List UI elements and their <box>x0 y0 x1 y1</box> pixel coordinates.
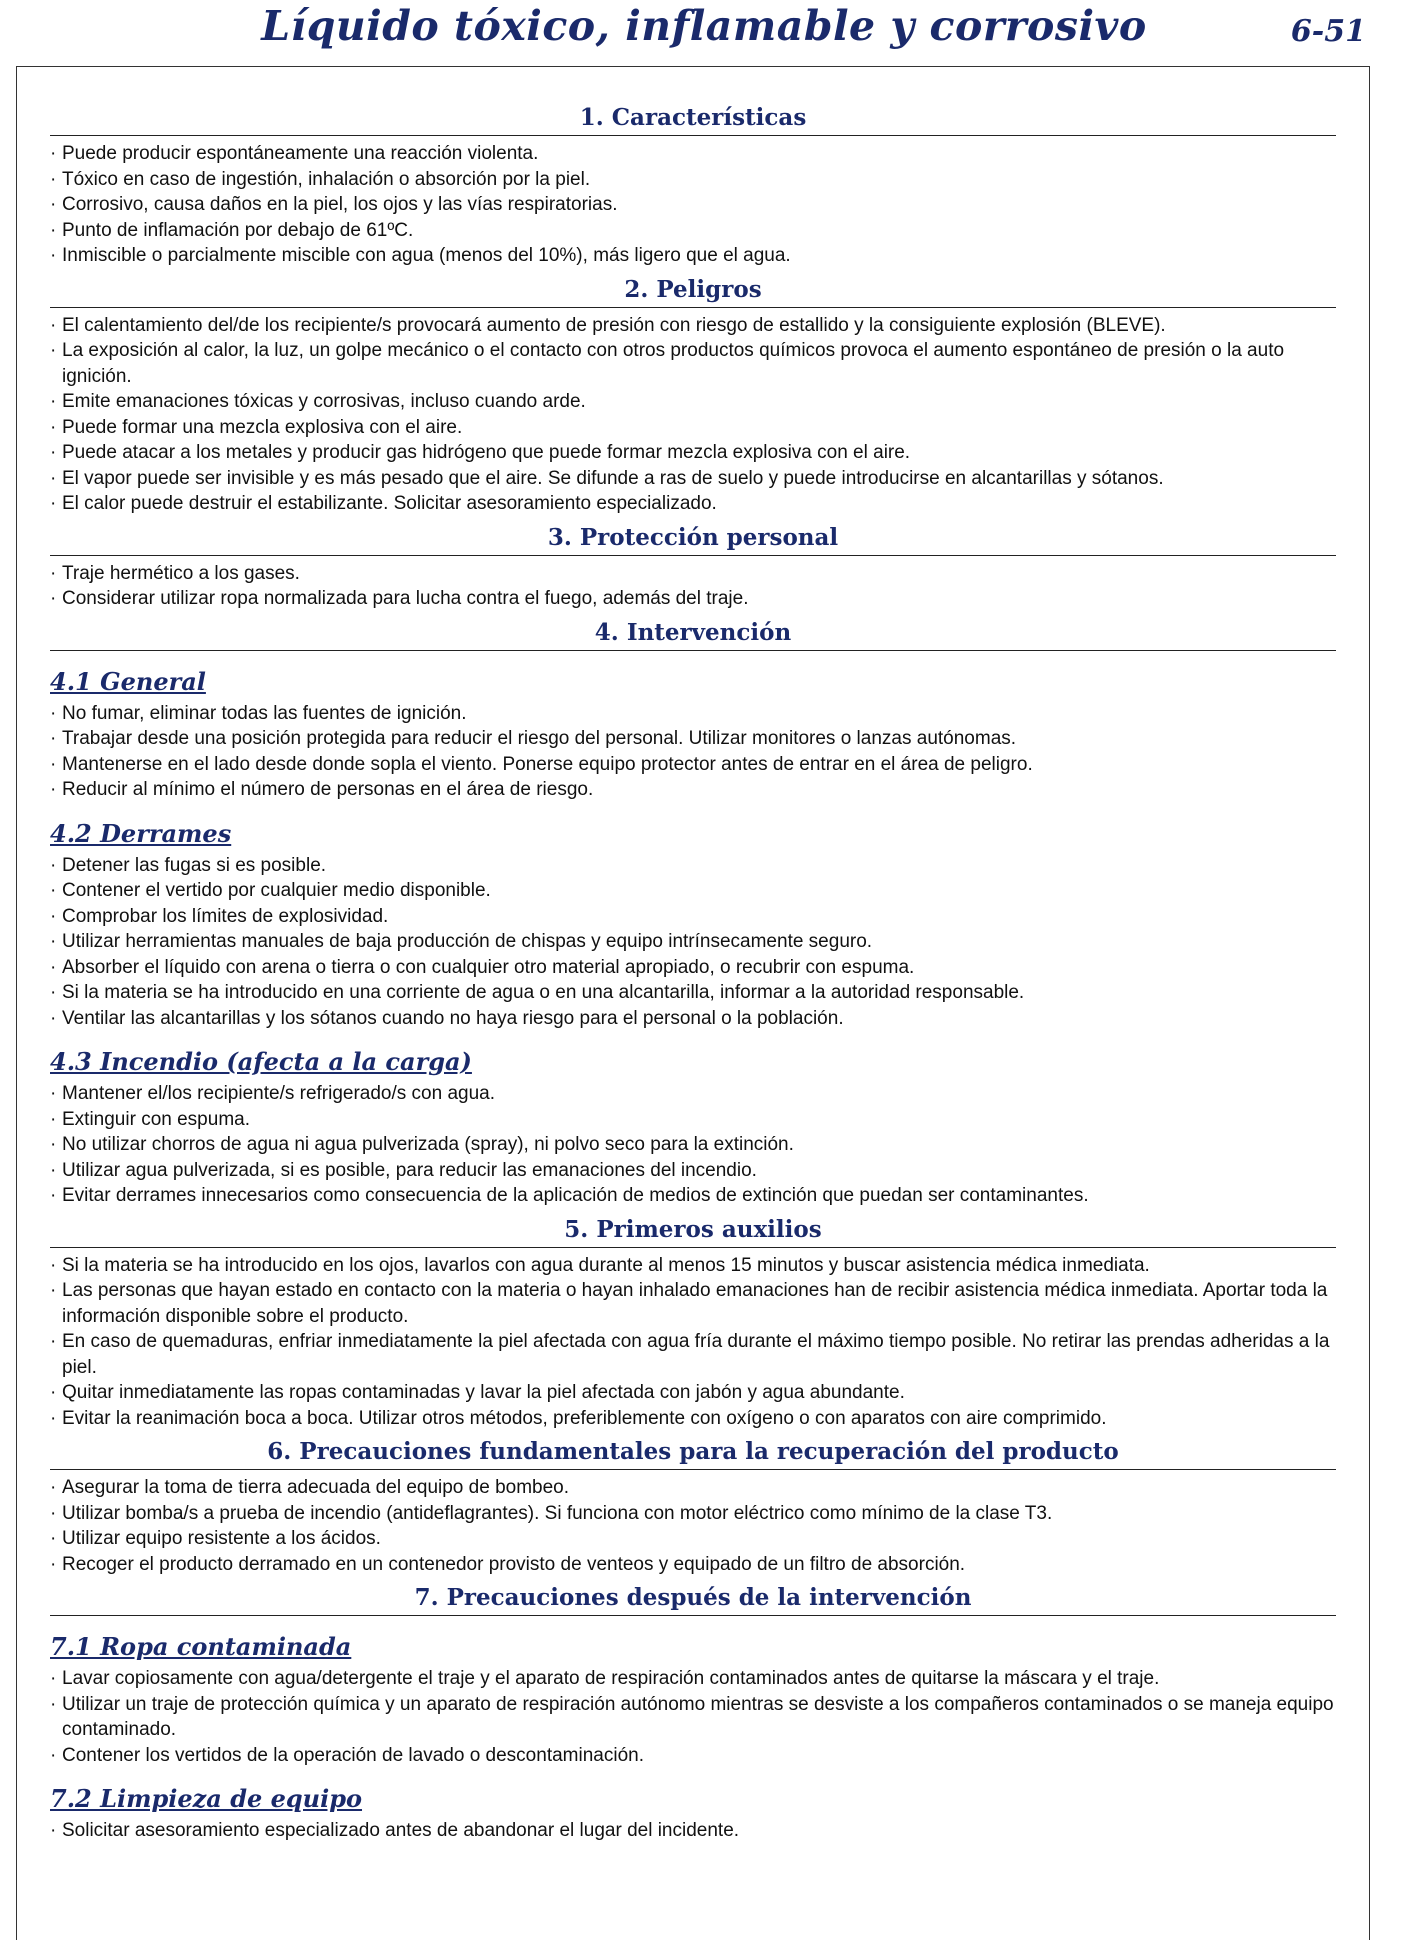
bullet-list <box>50 313 1336 517</box>
list-item: · Asegurar la toma de tierra adecuada del equipo de bombeo. <box>50 1475 1336 1501</box>
list-item: · Tóxico en caso de ingestión, inhalación o absorción por la piel. <box>50 167 1336 193</box>
section-title: 4. Intervención <box>50 618 1336 651</box>
list-item: · Inmiscible o parcialmente miscible con agua (menos del 10%), más ligero que el agua. <box>50 243 1336 269</box>
list-item: · Lavar copiosamente con agua/detergente el traje y el aparato de respiración contaminados antes de quitarse la máscara y el traje. <box>50 1666 1336 1692</box>
bullet-list <box>50 561 1336 612</box>
list-item: · Utilizar equipo resistente a los ácidos. <box>50 1526 1336 1552</box>
page-header <box>0 0 1408 62</box>
list-item: · Utilizar herramientas manuales de baja producción de chispas y equipo intrínsecamente seguro. <box>50 929 1336 955</box>
list-item: · Las personas que hayan estado en contacto con la materia o hayan inhalado emanaciones han de recibir asistencia médica inmediata. Aportar toda la información disponible sobre el producto. <box>50 1278 1336 1329</box>
page-title: Líquido tóxico, inflamable y corrosivo <box>261 2 1147 50</box>
bullet-list <box>50 1081 1336 1209</box>
list-item: · Evitar derrames innecesarios como consecuencia de la aplicación de medios de extinción que puedan ser contaminantes. <box>50 1183 1336 1209</box>
list-item: · Solicitar asesoramiento especializado antes de abandonar el lugar del incidente. <box>50 1818 1336 1844</box>
subsection-title: 4.1 General <box>50 666 206 696</box>
list-item: · Mantener el/los recipiente/s refrigerado/s con agua. <box>50 1081 1336 1107</box>
list-item: · Corrosivo, causa daños en la piel, los ojos y las vías respiratorias. <box>50 192 1336 218</box>
list-item: · Absorber el líquido con arena o tierra o con cualquier otro material apropiado, o recubrir con espuma. <box>50 955 1336 981</box>
list-item: · Si la materia se ha introducido en los ojos, lavarlos con agua durante al menos 15 minutos y buscar asistencia médica inmediata. <box>50 1253 1336 1279</box>
section-proteccion-personal <box>50 523 1336 612</box>
list-item: · Contener los vertidos de la operación de lavado o descontaminación. <box>50 1743 1336 1769</box>
section-primeros-auxilios <box>50 1215 1336 1432</box>
bullet-list <box>50 853 1336 1032</box>
list-item: · Traje hermético a los gases. <box>50 561 1336 587</box>
list-item: · Quitar inmediatamente las ropas contaminadas y lavar la piel afectada con jabón y agua abundante. <box>50 1380 1336 1406</box>
bullet-list <box>50 1666 1336 1768</box>
list-item: · En caso de quemaduras, enfriar inmediatamente la piel afectada con agua fría durante el máximo tiempo posible. No retirar las prendas adheridas a la piel. <box>50 1329 1336 1380</box>
list-item: · Recoger el producto derramado en un contenedor provisto de venteos y equipado de un filtro de absorción. <box>50 1552 1336 1578</box>
list-item: · No fumar, eliminar todas las fuentes de ignición. <box>50 701 1336 727</box>
list-item: · Utilizar agua pulverizada, si es posible, para reducir las emanaciones del incendio. <box>50 1158 1336 1184</box>
list-item: · El vapor puede ser invisible y es más pesado que el aire. Se difunde a ras de suelo y puede introducirse en alcantarillas y sótanos. <box>50 466 1336 492</box>
list-item: · Comprobar los límites de explosividad. <box>50 904 1336 930</box>
section-title: 3. Protección personal <box>50 523 1336 556</box>
list-item: · No utilizar chorros de agua ni agua pulverizada (spray), ni polvo seco para la extinción. <box>50 1132 1336 1158</box>
section-peligros <box>50 275 1336 517</box>
list-item: · Contener el vertido por cualquier medio disponible. <box>50 878 1336 904</box>
bullet-list <box>50 1253 1336 1432</box>
section-recuperacion-producto <box>50 1437 1336 1577</box>
list-item: · Mantenerse en el lado desde donde sopla el viento. Ponerse equipo protector antes de entrar en el área de peligro. <box>50 752 1336 778</box>
section-title: 7. Precauciones después de la intervención <box>50 1583 1336 1616</box>
list-item: · Si la materia se ha introducido en una corriente de agua o en una alcantarilla, informar a la autoridad responsable. <box>50 980 1336 1006</box>
section-title: 5. Primeros auxilios <box>50 1215 1336 1248</box>
list-item: · Puede formar una mezcla explosiva con el aire. <box>50 415 1336 441</box>
bullet-list <box>50 141 1336 269</box>
bullet-list <box>50 1818 1336 1844</box>
list-item: · Puede atacar a los metales y producir gas hidrógeno que puede formar mezcla explosiva con el aire. <box>50 440 1336 466</box>
subsection-title: 7.2 Limpieza de equipo <box>50 1784 363 1813</box>
list-item: · Evitar la reanimación boca a boca. Utilizar otros métodos, preferiblemente con oxígeno o con aparatos con aire comprimido. <box>50 1406 1336 1432</box>
list-item: · Ventilar las alcantarillas y los sótanos cuando no haya riesgo para el personal o la población. <box>50 1006 1336 1032</box>
list-item: · Considerar utilizar ropa normalizada para lucha contra el fuego, además del traje. <box>50 586 1336 612</box>
list-item: · La exposición al calor, la luz, un golpe mecánico o el contacto con otros productos químicos provoca el aumento espontáneo de presión o la auto ignición. <box>50 338 1336 389</box>
page-number: 6-51 <box>1290 14 1366 49</box>
bullet-list <box>50 701 1336 803</box>
section-despues-intervencion <box>50 1583 1336 1844</box>
section-title: 2. Peligros <box>50 275 1336 308</box>
list-item: · Trabajar desde una posición protegida para reducir el riesgo del personal. Utilizar monitores o lanzas autónomas. <box>50 726 1336 752</box>
section-title: 1. Características <box>50 103 1336 136</box>
section-caracteristicas <box>50 103 1336 269</box>
list-item: · El calor puede destruir el estabilizante. Solicitar asesoramiento especializado. <box>50 491 1336 517</box>
list-item: · Emite emanaciones tóxicas y corrosivas, incluso cuando arde. <box>50 389 1336 415</box>
list-item: · Punto de inflamación por debajo de 61ºC. <box>50 218 1336 244</box>
list-item: · El calentamiento del/de los recipiente/s provocará aumento de presión con riesgo de estallido y la consiguiente explosión (BLEVE). <box>50 313 1336 339</box>
list-item: · Puede producir espontáneamente una reacción violenta. <box>50 141 1336 167</box>
list-item: · Reducir al mínimo el número de personas en el área de riesgo. <box>50 777 1336 803</box>
subsection-title: 7.1 Ropa contaminada <box>50 1632 352 1661</box>
list-item: · Extinguir con espuma. <box>50 1107 1336 1133</box>
list-item: · Detener las fugas si es posible. <box>50 853 1336 879</box>
section-title: 6. Precauciones fundamentales para la recuperación del producto <box>50 1437 1336 1470</box>
subsection-title: 4.3 Incendio (afecta a la carga) <box>50 1047 472 1076</box>
bullet-list <box>50 1475 1336 1577</box>
document-body <box>50 100 1336 1850</box>
section-intervencion <box>50 618 1336 1209</box>
list-item: · Utilizar bomba/s a prueba de incendio (antideflagrantes). Si funciona con motor eléctrico como mínimo de la clase T3. <box>50 1501 1336 1527</box>
list-item: · Utilizar un traje de protección química y un aparato de respiración autónomo mientras se desviste a los compañeros contaminados o se maneja equipo contaminado. <box>50 1692 1336 1743</box>
subsection-title: 4.2 Derrames <box>50 818 232 848</box>
